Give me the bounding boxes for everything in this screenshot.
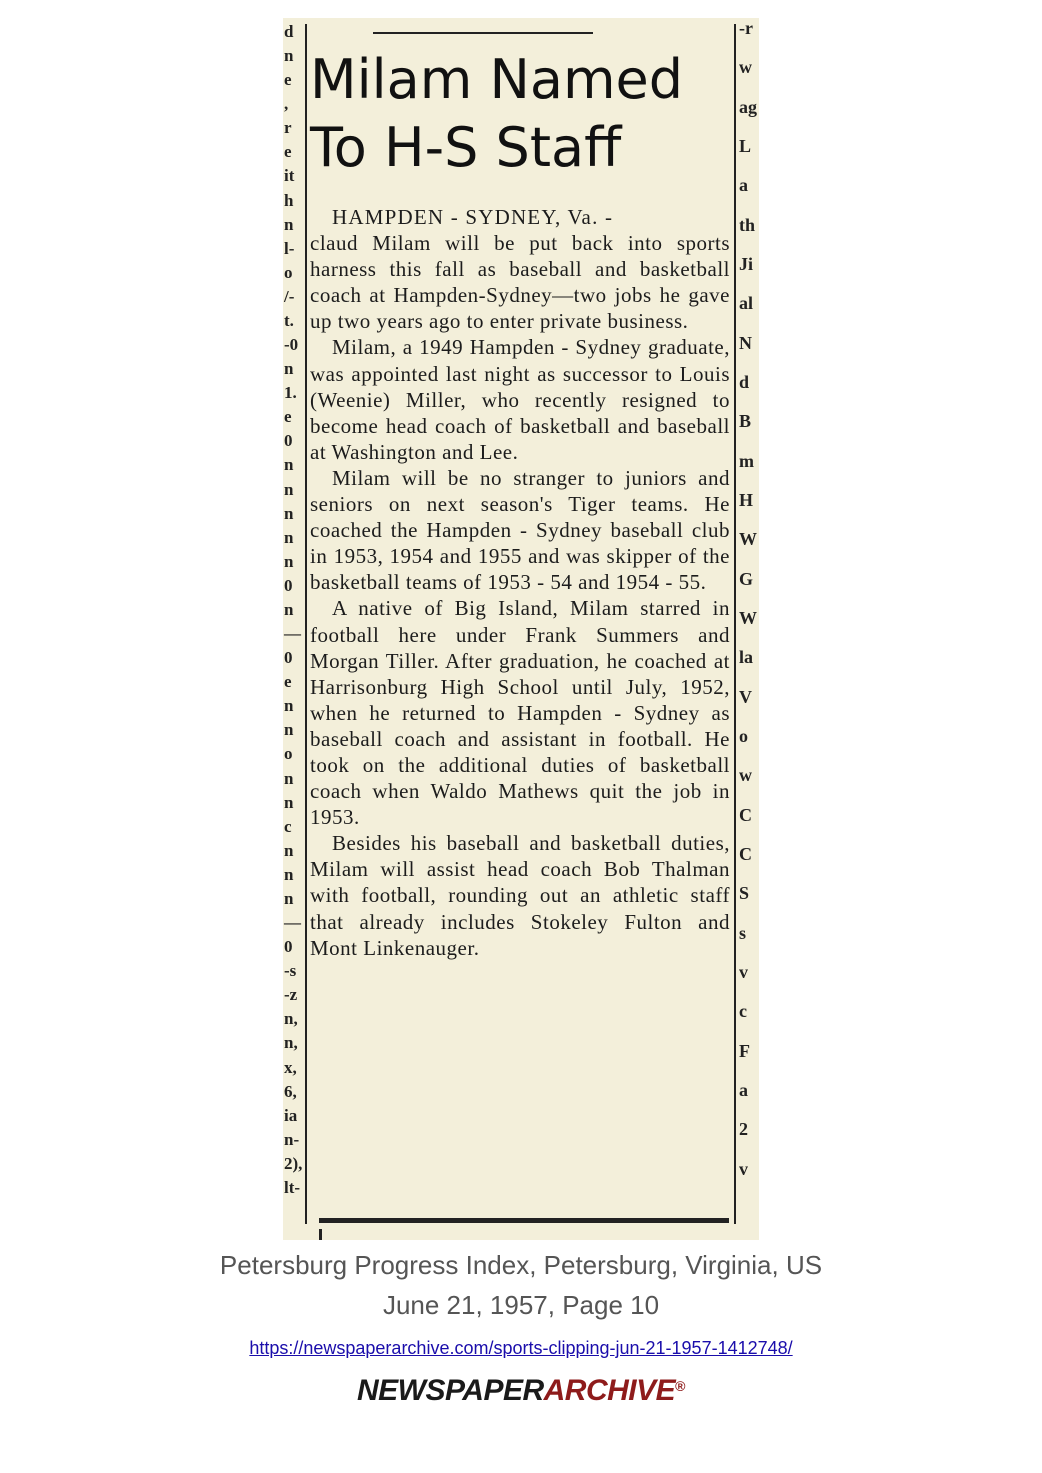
right-fragment: v bbox=[739, 962, 748, 982]
right-fragment: C bbox=[739, 844, 752, 864]
right-column-fragments bbox=[737, 18, 759, 1240]
right-fragment: ag bbox=[739, 96, 757, 117]
right-fragment: th bbox=[739, 214, 756, 235]
right-fragment: al bbox=[739, 293, 754, 314]
right-fragment: d bbox=[739, 372, 750, 392]
left-fragment: 6, bbox=[284, 1081, 297, 1101]
right-fragment: H bbox=[739, 490, 754, 510]
left-fragment: n bbox=[284, 46, 294, 66]
headline-line-1: Milam Named bbox=[310, 48, 684, 111]
article-body bbox=[310, 204, 730, 961]
left-fragment: n bbox=[284, 527, 294, 547]
left-fragment: x, bbox=[284, 1057, 297, 1077]
left-fragment: e bbox=[284, 142, 292, 162]
left-fragment: c bbox=[284, 816, 292, 836]
left-fragment: n bbox=[284, 888, 294, 908]
right-fragment: W bbox=[739, 608, 757, 628]
left-fragment: 1. bbox=[284, 383, 297, 403]
right-fragment: a bbox=[739, 1080, 748, 1100]
right-fragment: F bbox=[739, 1040, 750, 1061]
paragraph-5: Besides his baseball and basketball duties, Milam will assist head coach Bob Thalman with football, rounding out an athletic staff that already includes Stokeley Fulton and Mont Linkenauger. bbox=[310, 831, 730, 960]
right-fragment: N bbox=[739, 332, 752, 353]
newspaperarchive-logo[interactable] bbox=[0, 1374, 1042, 1408]
dateline: HAMPDEN - SYDNEY, Va. - bbox=[332, 205, 614, 229]
left-fragment: n bbox=[284, 359, 294, 379]
column-rule-right bbox=[734, 24, 736, 1224]
left-fragment: n bbox=[284, 792, 294, 812]
left-fragment: -z bbox=[284, 985, 298, 1005]
left-fragment: lt- bbox=[284, 1177, 301, 1197]
bottom-rule bbox=[319, 1218, 729, 1223]
left-fragment: 0 bbox=[284, 575, 293, 595]
left-fragment: n bbox=[284, 214, 294, 234]
left-fragment: n bbox=[284, 455, 294, 475]
right-fragment: -r bbox=[739, 18, 753, 38]
right-fragment: C bbox=[739, 804, 752, 825]
left-fragment: o bbox=[284, 262, 293, 282]
newspaper-clipping bbox=[283, 18, 759, 1240]
right-fragment: c bbox=[739, 1001, 747, 1022]
left-fragment: e bbox=[284, 70, 292, 90]
left-fragment: t. bbox=[284, 310, 294, 330]
left-fragment: n bbox=[284, 479, 294, 499]
right-fragment: Ji bbox=[739, 254, 754, 274]
logo-text-newspaper: NEWSPAPER bbox=[357, 1374, 544, 1407]
source-link[interactable]: https://newspaperarchive.com/sports-clipping-jun-21-1957-1412748/ bbox=[249, 1338, 793, 1358]
left-fragment: n, bbox=[284, 1033, 298, 1053]
paragraph-3: Milam will be no stranger to juniors and seniors on next season's Tiger teams. He coached the Hampden - Sydney baseball club in 1953, 1954 and 1955 and was skipper of the basketball teams of 1953 - 54 and 1954 - 55. bbox=[310, 465, 730, 595]
left-fragment: -0 bbox=[284, 335, 299, 355]
headline-line-2: To H-S Staff bbox=[310, 116, 622, 179]
right-fragment: S bbox=[739, 883, 750, 904]
left-fragment: n bbox=[284, 864, 294, 884]
left-fragment: -s bbox=[284, 961, 297, 981]
paragraph-2: Milam, a 1949 Hampden - Sydney graduate, was appointed last night as successor to Louis (Weenie) Miller, who recently resigned to become head coach of basketball and baseball at Washington and Lee. bbox=[310, 335, 730, 464]
left-fragment: 0 bbox=[284, 431, 293, 451]
left-column-fragments bbox=[283, 18, 305, 1240]
date-page-caption: June 21, 1957, Page 10 bbox=[382, 1290, 660, 1320]
publication-caption: Petersburg Progress Index, Petersburg, Virginia, US bbox=[219, 1250, 823, 1280]
left-fragment: e bbox=[284, 407, 292, 427]
left-fragment: n bbox=[284, 503, 294, 523]
paragraph-4: A native of Big Island, Milam starred in football here under Frank Summers and Morgan Tiller. After graduation, he coached at Harrisonburg High School until July, 1952, when he returned to Hampden - Sydney as baseball coach and assistant in football. He took on the additional duties of basketball coach when Waldo Mathews quit the job in 1953. bbox=[310, 596, 730, 830]
left-fragment: 2), bbox=[284, 1153, 303, 1173]
left-fragment: n bbox=[284, 840, 294, 860]
right-fragment: w bbox=[739, 765, 752, 786]
right-fragment: W bbox=[739, 529, 757, 550]
left-fragment: r bbox=[284, 118, 292, 138]
left-fragment: it bbox=[284, 166, 295, 186]
left-fragment: o bbox=[284, 744, 293, 764]
right-fragment: V bbox=[739, 686, 752, 707]
left-fragment: n bbox=[284, 768, 294, 788]
right-fragment: s bbox=[739, 922, 747, 943]
left-fragment: n bbox=[284, 720, 294, 740]
left-fragment: 0 bbox=[284, 937, 293, 957]
left-fragment: ia bbox=[284, 1105, 298, 1125]
article bbox=[310, 46, 730, 961]
left-fragment: n bbox=[284, 551, 294, 571]
left-fragment: h bbox=[284, 190, 294, 210]
left-fragment: n bbox=[284, 599, 294, 619]
left-fragment: — bbox=[284, 913, 301, 933]
paragraph-1: claud Milam will be put back into sports harness this fall as baseball and basketball coach at Hampden-Sydney—two jobs he gave up two years ago to enter private business. bbox=[310, 231, 730, 334]
right-fragment: L bbox=[739, 136, 752, 156]
right-fragment: G bbox=[739, 568, 754, 589]
left-fragment: /- bbox=[284, 286, 295, 306]
right-fragment: 2 bbox=[739, 1119, 748, 1140]
headline bbox=[310, 46, 730, 182]
right-fragment: B bbox=[739, 411, 752, 432]
left-fragment: , bbox=[284, 94, 289, 114]
left-fragment: n bbox=[284, 696, 294, 716]
left-fragment: l- bbox=[284, 238, 295, 258]
left-fragment: n, bbox=[284, 1009, 298, 1029]
left-fragment: 0 bbox=[284, 648, 293, 668]
left-fragment: d bbox=[284, 22, 294, 41]
left-fragment: n- bbox=[284, 1129, 300, 1149]
registered-mark: ® bbox=[675, 1378, 685, 1394]
left-fragment: — bbox=[284, 624, 301, 644]
logo-text-archive: ARCHIVE bbox=[543, 1374, 676, 1407]
right-fragment: m bbox=[739, 450, 754, 471]
top-rule bbox=[373, 32, 593, 34]
right-fragment: o bbox=[739, 726, 748, 746]
right-fragment: v bbox=[739, 1158, 748, 1179]
right-fragment: w bbox=[739, 57, 752, 78]
left-fragment: e bbox=[284, 672, 292, 692]
right-fragment: la bbox=[739, 647, 754, 668]
column-rule-left bbox=[305, 24, 307, 1224]
right-fragment: a bbox=[739, 175, 748, 196]
bottom-rule-stub bbox=[319, 1229, 322, 1240]
